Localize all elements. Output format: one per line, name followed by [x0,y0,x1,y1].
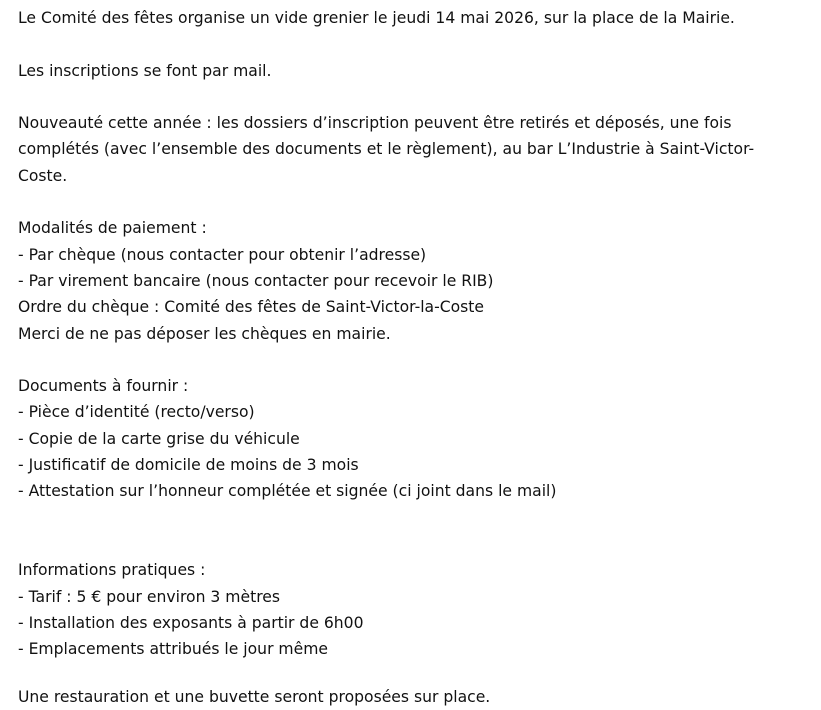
document-body [18,0,821,662]
payment-order: Ordre du chèque : Comité des fêtes de Saint-Victor-la-Coste [18,298,484,317]
payment-item: - Par chèque (nous contacter pour obtenir l’adresse) [18,245,427,264]
practical-item: - Emplacements attribués le jour même [18,640,329,659]
intro-paragraph: Le Comité des fêtes organise un vide grenier le jeudi 14 mai 2026, sur la place de la Mairie. [18,9,735,27]
payment-item: - Par virement bancaire (nous contacter pour recevoir le RIB) [18,271,494,290]
news-line-1: Nouveauté cette année : les dossiers d’inscription peuvent être retirés et déposés, une fois [18,114,732,133]
documents-item: - Copie de la carte grise du véhicule [18,429,300,448]
payment-heading: Modalités de paiement : [18,219,207,238]
practical-heading: Informations pratiques : [18,561,206,580]
closing-text: Une restauration et une buvette seront proposées sur place. [18,688,491,706]
news-line-2: complétés (avec l’ensemble des documents et le règlement), au bar L’Industrie à Saint-Victor- [18,140,755,159]
spacer [18,31,821,57]
practical-item: - Installation des exposants à partir de 6h00 [18,613,364,632]
documents-item: - Attestation sur l’honneur complétée et signée (ci joint dans le mail) [18,482,557,501]
payment-note: Merci de ne pas déposer les chèques en mairie. [18,324,391,343]
spacer [18,505,821,558]
spacer [18,347,821,373]
news-line-3: Coste. [18,166,68,185]
practical-item: - Tarif : 5 € pour environ 3 mètres [18,587,280,606]
registration-paragraph: Les inscriptions se font par mail. [18,61,272,80]
documents-heading: Documents à fournir : [18,377,189,396]
documents-item: - Pièce d’identité (recto/verso) [18,403,255,422]
spacer [18,189,821,215]
spacer [18,84,821,110]
documents-item: - Justificatif de domicile de moins de 3 mois [18,456,359,475]
